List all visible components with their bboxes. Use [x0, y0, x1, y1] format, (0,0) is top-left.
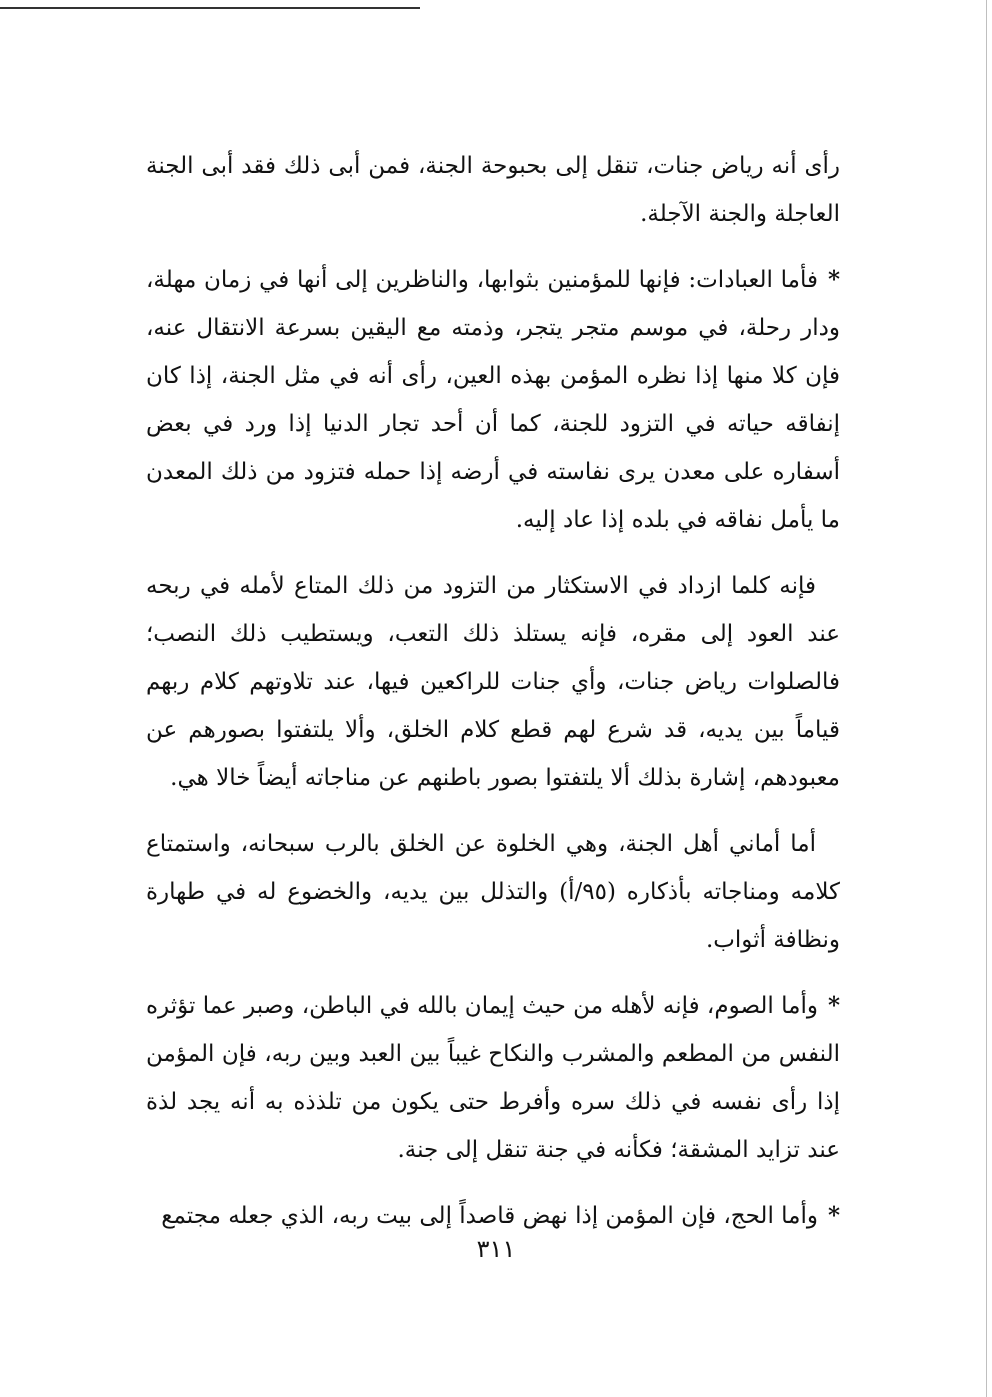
asterisk-marker: *: [827, 992, 840, 1019]
asterisk-marker: *: [827, 266, 840, 293]
paragraph-text: وأما الحج، فإن المؤمن إذا نهض قاصداً إلى بيت ربه، الذي جعله مجتمع: [161, 1203, 818, 1229]
paragraph-text: وأما الصوم، فإنه لأهله من حيث إيمان بالله في الباطن، وصبر عما تؤثره النفس من المطعم والمشرب والنكاح غيباً بين العبد وبين ربه، فإن المؤمن إذا رأى نفسه في ذلك سره وأفرط حتى يكون من تلذذه به أنه يجد لذة عند تزايد المشقة؛ فكأنه في جنة تنقل إلى جنة.: [146, 993, 840, 1163]
paragraph-4: [146, 820, 840, 964]
paragraph-1: [146, 142, 840, 238]
paragraph-text: فإنه كلما ازداد في الاستكثار من التزود من ذلك المتاع لأمله في ربحه عند العود إلى مقره، فإنه يستلذ ذلك التعب، ويستطيب ذلك النصب؛ فالصلوات رياض جنات، وأي جنات للراكعين فيها، عند تلاوتهم كلام ربهم قياماً بين يديه، قد شرع لهم قطع كلام الخلق، وألا يلتفتوا بصورهم عن معبودهم، إشارة بذلك ألا يلتفتوا بصور باطنهم عن مناجاته أيضاً خالا هي.: [146, 573, 840, 791]
asterisk-marker: *: [827, 1202, 840, 1229]
paragraph-3: [146, 562, 840, 802]
paragraph-text: أما أماني أهل الجنة، وهي الخلوة عن الخلق بالرب سبحانه، واستمتاع كلامه ومناجاته بأذكاره (٩٥/أ) والتذلل بين يديه، والخضوع له في طهارة ونظافة أثواب.: [146, 831, 840, 953]
paragraph-text: رأى أنه رياض جنات، تنقل إلى بحبوحة الجنة، فمن أبى ذلك فقد أبى الجنة العاجلة والجنة الآجلة.: [146, 153, 840, 227]
page-number: ٣١١: [476, 1235, 516, 1263]
page-body: [146, 142, 840, 1258]
paragraph-5: [146, 982, 840, 1174]
paragraph-2: [146, 256, 840, 544]
paragraph-6: [146, 1192, 840, 1240]
page-edge-rule: [986, 0, 987, 1397]
top-rule: [0, 7, 420, 9]
paragraph-text: فأما العبادات: فإنها للمؤمنين بثوابها، والناظرين إلى أنها في زمان مهلة، ودار رحلة، في موسم متجر يتجر، وذمته مع اليقين بسرعة الانتقال عنه، فإن كلا منها إذا نظره المؤمن بهذه العين، رأى أنه في مثل الجنة، إذا كان إنفاقه حياته في التزود للجنة، كما أن أحد تجار الدنيا إذا ورد في بعض أسفاره على معدن يرى نفاسته في أرضه إذا حمله فتزود من ذلك المعدن ما يأمل نفاقه في بلده إذا عاد إليه.: [146, 267, 841, 533]
